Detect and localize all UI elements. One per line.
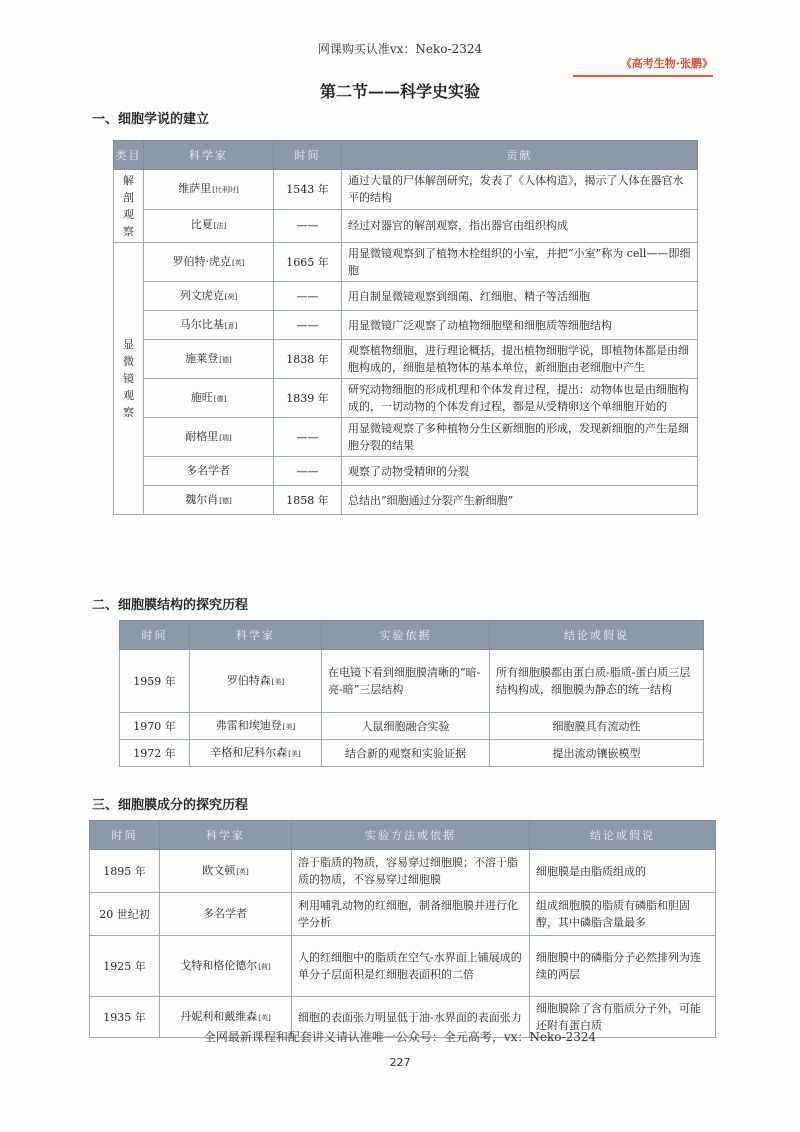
- contribution-cell: 用显微镜观察到了植物木栓组织的小室，并把“小室”称为 cell——即细胞: [342, 243, 698, 282]
- membrane-structure-table: [119, 620, 704, 767]
- scientist-cell: 列文虎克[荷]: [144, 282, 274, 311]
- header-category: 类目: [114, 141, 144, 170]
- contribution-cell: 用显微镜广泛观察了动植物细胞壁和细胞质等细胞结构: [342, 311, 698, 340]
- time-cell: 1959 年: [120, 650, 190, 713]
- header-conclusion: 结论或假说: [530, 821, 716, 850]
- table-row: [90, 936, 716, 997]
- table-row: [114, 457, 698, 486]
- watermark-top: 网课购买认准vx：Neko-2324: [317, 42, 483, 56]
- page-number: 227: [389, 1056, 411, 1069]
- table-row: [120, 740, 704, 767]
- scientist-cell: 耐格里[瑞]: [144, 418, 274, 457]
- time-cell: 1838 年: [274, 340, 342, 379]
- scientist-cell: 罗伯特森[美]: [190, 650, 322, 713]
- basis-cell: 结合新的观察和实验证据: [322, 740, 490, 767]
- header-scientist: 科学家: [144, 141, 274, 170]
- table-row: [114, 243, 698, 282]
- time-cell: ——: [274, 311, 342, 340]
- conclusion-cell: 细胞膜除了含有脂质分子外，可能还附有蛋白质: [530, 997, 716, 1038]
- time-cell: 1895 年: [90, 850, 160, 893]
- header-time: 时间: [120, 621, 190, 650]
- conclusion-cell: 细胞膜是由脂质组成的: [530, 850, 716, 893]
- header-method: 实验方法或依据: [292, 821, 530, 850]
- table-header-row: [120, 621, 704, 650]
- scientist-cell: 施旺[德]: [144, 379, 274, 418]
- basis-cell: 在电镜下看到细胞膜清晰的“暗-亮-暗”三层结构: [322, 650, 490, 713]
- contribution-cell: 用显微镜观察了多种植物分生区新细胞的形成，发现新细胞的产生是细胞分裂的结果: [342, 418, 698, 457]
- table-row: [114, 311, 698, 340]
- scientist-cell: 施莱登[德]: [144, 340, 274, 379]
- scientist-cell: 比夏[法]: [144, 209, 274, 242]
- conclusion-cell: 细胞膜中的磷脂分子必然排列为连续的两层: [530, 936, 716, 997]
- contribution-cell: 观察植物细胞，进行理论概括，提出植物细胞学说，即植物体都是由细胞构成的，细胞是植物体的基本单位，新细胞由老细胞中产生: [342, 340, 698, 379]
- time-cell: 1858 年: [274, 486, 342, 515]
- table-row: [114, 379, 698, 418]
- table-header-row: [114, 141, 698, 170]
- conclusion-cell: 组成细胞膜的脂质有磷脂和胆固醇，其中磷脂含量最多: [530, 893, 716, 936]
- method-cell: 人的红细胞中的脂质在空气-水界面上铺展成的单分子层面积是红细胞表面积的二倍: [292, 936, 530, 997]
- scientist-cell: 戈特和格伦德尔[荷]: [160, 936, 292, 997]
- header-scientist: 科学家: [160, 821, 292, 850]
- table-row: [114, 486, 698, 515]
- time-cell: 1970 年: [120, 713, 190, 740]
- scientist-cell: 罗伯特·虎克[英]: [144, 243, 274, 282]
- page-title: 第二节——科学史实验: [319, 82, 480, 101]
- brand-label: 《高考生物·张鹏》: [573, 53, 713, 77]
- table-row: [120, 650, 704, 713]
- scientist-cell: 弗雷和埃迪登[美]: [190, 713, 322, 740]
- time-cell: 1839 年: [274, 379, 342, 418]
- time-cell: ——: [274, 457, 342, 486]
- contribution-cell: 总结出“细胞通过分裂产生新细胞”: [342, 486, 698, 515]
- header-contribution: 贡献: [342, 141, 698, 170]
- cell-theory-table: [113, 140, 698, 515]
- scientist-cell: 丹妮利和戴维森[英]: [160, 997, 292, 1038]
- time-cell: 1543 年: [274, 170, 342, 210]
- category-anatomy: 解 剖 观 察: [114, 170, 144, 243]
- header-time: 时间: [90, 821, 160, 850]
- section1-heading: 一、细胞学说的建立: [92, 112, 210, 127]
- table-row: [114, 282, 698, 311]
- scientist-cell: 魏尔肖[德]: [144, 486, 274, 515]
- header-scientist: 科学家: [190, 621, 322, 650]
- contribution-cell: 观察了动物受精卵的分裂: [342, 457, 698, 486]
- section3-heading: 三、细胞膜成分的探究历程: [92, 798, 249, 813]
- table-row: [114, 209, 698, 242]
- table-row: [114, 418, 698, 457]
- conclusion-cell: 所有细胞膜都由蛋白质-脂质-蛋白质三层结构构成，细胞膜为静态的统一结构: [490, 650, 704, 713]
- method-cell: 溶于脂质的物质，容易穿过细胞膜；不溶于脂质的物质，不容易穿过细胞膜: [292, 850, 530, 893]
- time-cell: 1925 年: [90, 936, 160, 997]
- table-row: [90, 893, 716, 936]
- membrane-composition-table: [89, 820, 716, 1038]
- header-basis: 实验依据: [322, 621, 490, 650]
- time-cell: 1972 年: [120, 740, 190, 767]
- method-cell: 利用哺乳动物的红细胞，制备细胞膜并进行化学分析: [292, 893, 530, 936]
- time-cell: 1665 年: [274, 243, 342, 282]
- scientist-cell: 马尔比基[意]: [144, 311, 274, 340]
- basis-cell: 人鼠细胞融合实验: [322, 713, 490, 740]
- table-header-row: [90, 821, 716, 850]
- scientist-cell: 多名学者: [144, 457, 274, 486]
- time-cell: ——: [274, 418, 342, 457]
- table-row: [90, 850, 716, 893]
- contribution-cell: 通过大量的尸体解剖研究，发表了《人体构造》，揭示了人体在器官水平的结构: [342, 170, 698, 210]
- time-cell: ——: [274, 282, 342, 311]
- conclusion-cell: 细胞膜具有流动性: [490, 713, 704, 740]
- scientist-cell: 辛格和尼科尔森[美]: [190, 740, 322, 767]
- scientist-cell: 欧文顿[英]: [160, 850, 292, 893]
- time-cell: 1935 年: [90, 997, 160, 1038]
- contribution-cell: 研究动物细胞的形成机理和个体发育过程，提出：动物体也是由细胞构成的，一切动物的个体发育过程，都是从受精卵这个单细胞开始的: [342, 379, 698, 418]
- contribution-cell: 用自制显微镜观察到细菌、红细胞、精子等活细胞: [342, 282, 698, 311]
- header-time: 时间: [274, 141, 342, 170]
- table-row: [114, 340, 698, 379]
- scientist-cell: 多名学者: [160, 893, 292, 936]
- scientist-cell: 维萨里[比利时]: [144, 170, 274, 210]
- method-cell: 细胞的表面张力明显低于油-水界面的表面张力: [292, 997, 530, 1038]
- table-row: [114, 170, 698, 210]
- time-cell: 20 世纪初: [90, 893, 160, 936]
- header-conclusion: 结论或假说: [490, 621, 704, 650]
- contribution-cell: 经过对器官的解剖观察，指出器官由组织构成: [342, 209, 698, 242]
- section2-heading: 二、细胞膜结构的探究历程: [92, 598, 249, 613]
- conclusion-cell: 提出流动镶嵌模型: [490, 740, 704, 767]
- category-microscope: 显 微 镜 观 察: [114, 243, 144, 515]
- time-cell: ——: [274, 209, 342, 242]
- table-row: [120, 713, 704, 740]
- watermark-bottom: 全网最新课程和配套讲义请认准唯一公众号：全元高考，vx：Neko-2324: [203, 1030, 597, 1044]
